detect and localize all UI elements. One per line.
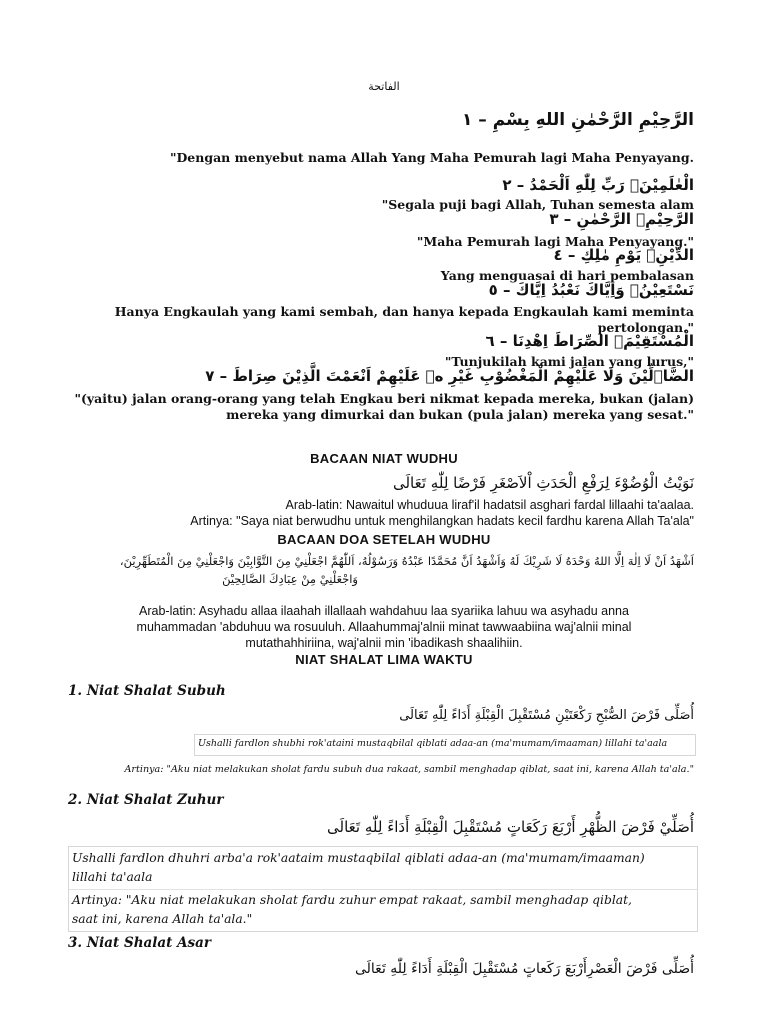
fatihah-verse-1-translation: "Dengan menyebut nama Allah Yang Maha Pemurah lagi Maha Penyayang.	[169, 150, 694, 165]
niat-wudhu-heading: BACAAN NIAT WUDHU	[310, 451, 458, 466]
fatihah-verse-3-arabic: الرَّحِيْمِۙ الرَّحْمٰنِ – ٣	[549, 210, 694, 228]
zuhur-latin-box	[68, 846, 698, 932]
fatihah-verse-6-arabic: الْمُسْتَقِيْمَۙ الصِّرَاطَ اِهْدِنَا – ٦	[485, 332, 694, 350]
doa-wudhu-arabic-line-1: اَشْهَدُ اَنْ لَا اِلٰهَ اِلَّا اللهُ وَحْدَهُ لَا شَرِيْكَ لَهُ وَاَشْهَدُ اَنَّ مُحَمَّدًا عَبْدُهُ وَرَسُوْلُهُ، اَللّٰهُمَّ اجْعَلْنِيْ مِنَ التَّوَّابِيْنَ وَاجْعَلْنِيْ مِنَ الْمُتَطَهِّرِيْنَ،	[119, 554, 694, 568]
niat-shalat-heading: NIAT SHALAT LIMA WAKTU	[295, 652, 473, 667]
zuhur-title: 2. Niat Shalat Zuhur	[68, 792, 224, 808]
fatihah-verse-3-translation: "Maha Pemurah lagi Maha Penyayang."	[416, 234, 694, 249]
niat-wudhu-arabic: نَوَيْتُ الْوُضُوْءَ لِرَفْعِ الْحَدَثِ اْلاَصْغَرِ فَرْضًا لِلّٰهِ تَعَالَى	[392, 474, 694, 492]
subuh-title: 1. Niat Shalat Subuh	[68, 683, 226, 699]
doa-wudhu-latin-line-2: muhammadan 'abduhuu wa rosuuluh. Allaahummaj'alnii minat tawwaabiina waj'alnii minal	[136, 620, 632, 634]
fatihah-verse-5-translation-line-2: pertolongan."	[597, 320, 694, 335]
fatihah-verse-6-translation: "Tunjukilah kami jalan yang lurus,"	[444, 354, 694, 369]
fatihah-verse-7-translation-line-2: mereka yang dimurkai dan bukan (pula jalan) mereka yang sesat."	[226, 407, 694, 422]
zuhur-artinya-line-2: saat ini, karena Allah ta'ala."	[72, 912, 253, 926]
doa-wudhu-arabic-line-2: وَاجْعَلْنِيْ مِنْ عِبَادِكَ الصَّالِحِيْنَ	[222, 572, 358, 586]
asar-title: 3. Niat Shalat Asar	[68, 935, 212, 951]
fatihah-verse-7-arabic: الضَّاۤلِّيْنَ وَلَا عَلَيْهِمْ الْمَغْضُوْبِ غَيْرِ ەۙ عَلَيْهِمْ اَنْعَمْتَ الَّذِيْنَ صِرَاطَ – ٧	[205, 367, 694, 385]
fatihah-verse-2-arabic: الْعٰلَمِيْنَۙ رَبِّ لِلّٰهِ اَلْحَمْدُ – ٢	[502, 176, 694, 194]
fatihah-verse-4-arabic: الدِّيْنِۗ يَوْمِ مٰلِكِ – ٤	[553, 246, 694, 264]
zuhur-latin-line-2: lillahi ta'aala	[72, 870, 153, 884]
subuh-latin: Ushalli fardlon shubhi rok'ataini mustaqbilal qiblati adaa-an (ma'mumam/imaaman) lillahi ta'aala	[198, 738, 668, 749]
fatihah-verse-7-translation-line-1: "(yaitu) jalan orang-orang yang telah Engkau beri nikmat kepada mereka, bukan (jalan)	[74, 391, 694, 406]
subuh-artinya: Artinya: "Aku niat melakukan sholat fardu subuh dua rakaat, sambil menghadap qiblat, saat ini, karena Allah ta'ala."	[124, 764, 694, 775]
doa-wudhu-latin-line-1: Arab-latin: Asyhadu allaa ilaahah illallaah wahdahuu laa syariika lahuu wa asyhadu anna	[139, 604, 629, 618]
fatihah-title: الفاتحة	[368, 80, 400, 93]
fatihah-verse-4-translation: Yang menguasai di hari pembalasan	[440, 268, 694, 283]
zuhur-artinya-line-1: Artinya: "Aku niat melakukan sholat fardu zuhur empat rakaat, sambil menghadap qiblat,	[72, 893, 632, 907]
doa-wudhu-heading: BACAAN DOA SETELAH WUDHU	[277, 532, 491, 547]
doa-wudhu-latin-line-3: mutathahhiriina, waj'alnii min 'ibadikash shaalihiin.	[245, 636, 523, 650]
fatihah-verse-2-translation: "Segala puji bagi Allah, Tuhan semesta alam	[381, 197, 694, 212]
zuhur-latin-line-1: Ushalli fardlon dhuhri arba'a rok'aataim mustaqbilal qiblati adaa-an (ma'mumam/imaaman)	[72, 851, 645, 865]
subuh-arabic: أُصَلِّى فَرْضَ الصُّبْحِ رَكْعَتَيْنِ مُسْتَقْبِلَ الْقِبْلَةِ أَدَاءً لِلّٰهِ تَعَالَى	[399, 708, 694, 723]
zuhur-arabic: أُصَلِّيْ فَرْضَ الظُّهْرِ أَرْبَعَ رَكَعَاتٍ مُسْتَقْبِلَ الْقِبْلَةِ أَدَاءً لِلّٰهِ تَعَالَى	[327, 818, 694, 836]
niat-wudhu-latin: Arab-latin: Nawaitul whuduua liraf'il hadatsil asghari fardal lillaahi ta'aalaa.	[285, 498, 694, 512]
fatihah-verse-5-translation-line-1: Hanya Engkaulah yang kami sembah, dan hanya kepada Engkaulah kami meminta	[114, 304, 694, 319]
niat-wudhu-artinya: Artinya: "Saya niat berwudhu untuk menghilangkan hadats kecil fardhu karena Allah Ta'ala"	[190, 514, 694, 528]
subuh-latin-box	[194, 734, 696, 756]
asar-arabic: أُصَلِّى فَرْضَ الْعَصْرِأَرْبَعَ رَكَعاتٍ مُسْتَقْبِلَ الْقِبْلَةِ أَدَاءً لِلّٰهِ تَعَالَى	[354, 961, 694, 977]
fatihah-verse-1-arabic: الرَّحِيْمِ الرَّحْمٰنِ اللهِ بِسْمِ – ١	[462, 110, 694, 130]
fatihah-verse-5-arabic: نَسْتَعِيْنُۗ وَاِيَّاكَ نَعْبُدُ اِيَّاكَ – ٥	[488, 281, 694, 299]
